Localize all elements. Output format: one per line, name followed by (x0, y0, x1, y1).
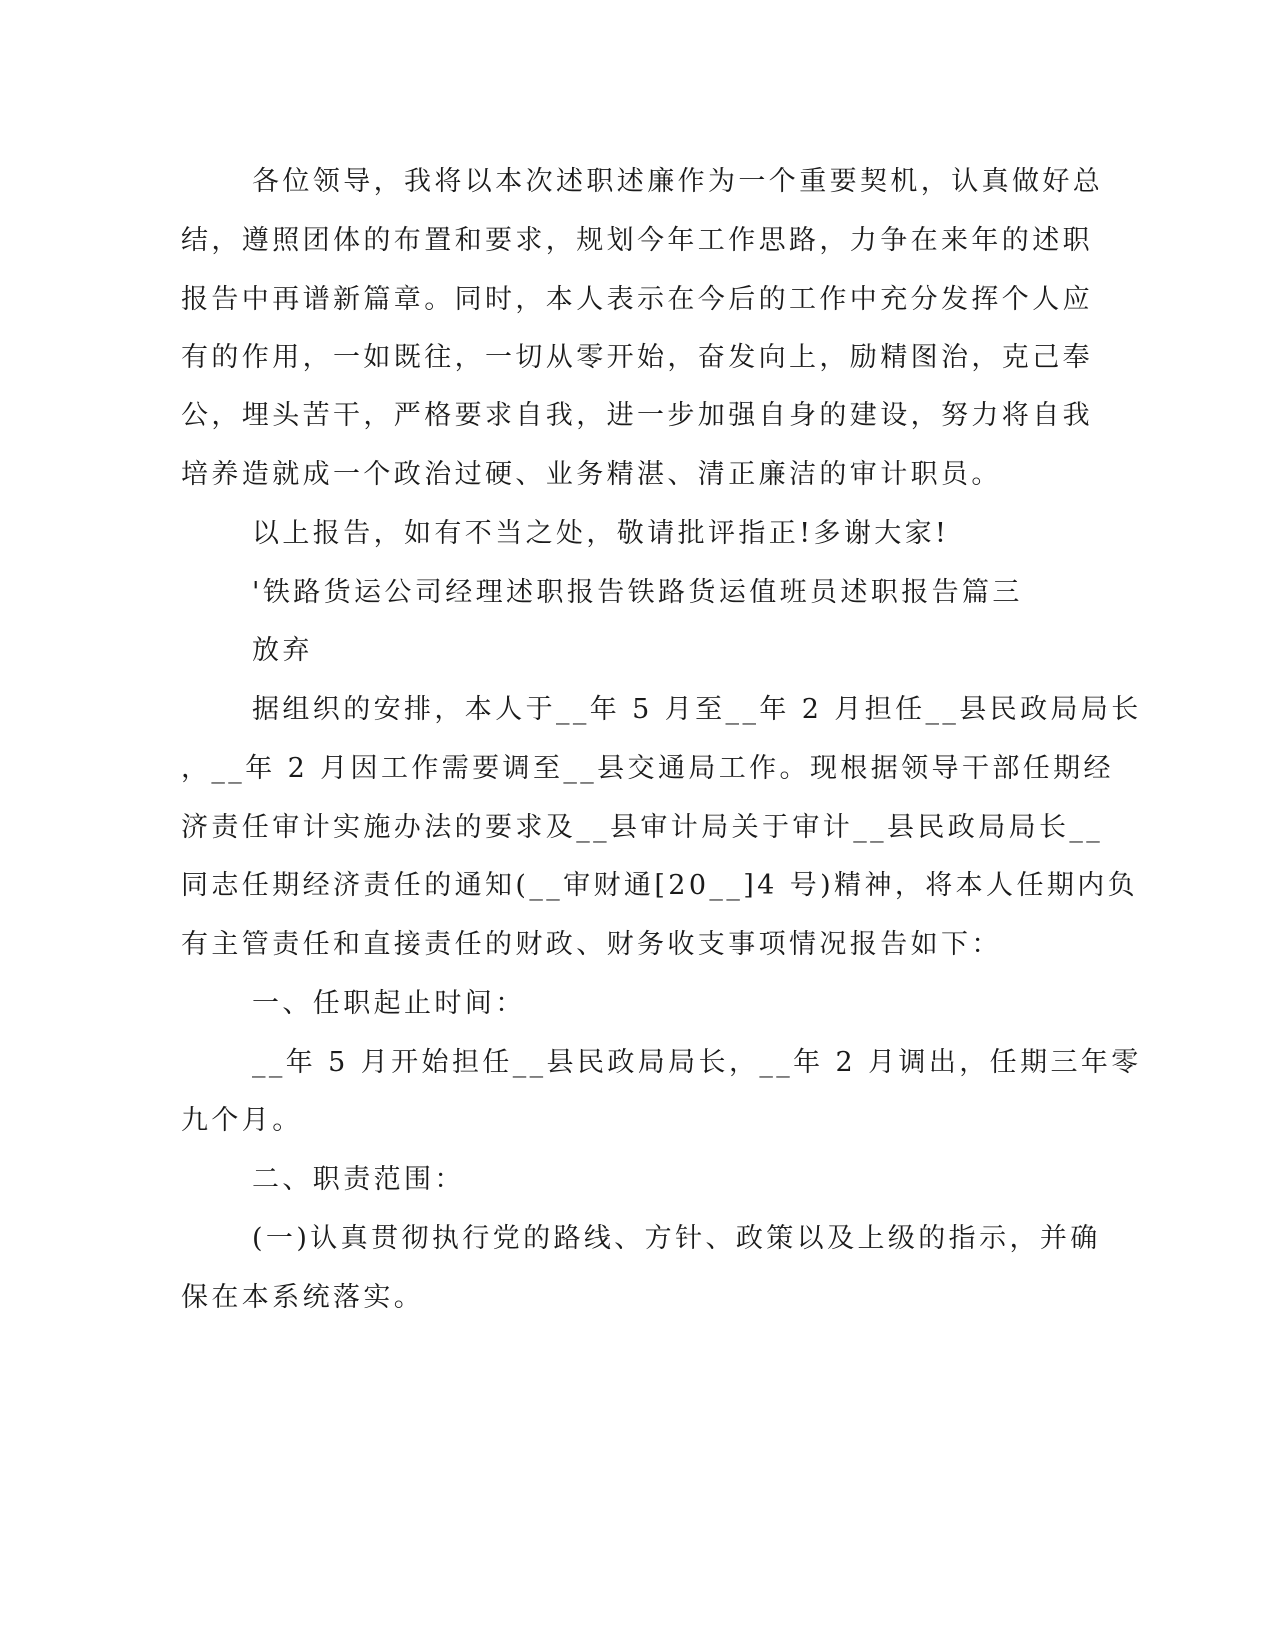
paragraph-line: 有的作用，一如既往，一切从零开始，奋发向上，励精图治，克己奉 (181, 342, 1093, 373)
paragraph-line: (一)认真贯彻执行党的路线、方针、政策以及上级的指示，并确 (252, 1223, 1101, 1254)
paragraph-line: 结，遵照团体的布置和要求，规划今年工作思路，力争在来年的述职 (181, 225, 1093, 256)
paragraph-line: 济责任审计实施办法的要求及__县审计局关于审计__县民政局局长__ (181, 812, 1104, 843)
paragraph-line: 培养造就成一个政治过硬、业务精湛、清正廉洁的审计职员。 (181, 459, 1002, 490)
paragraph-line: 放弃 (252, 635, 313, 666)
paragraph-line: __年 5 月开始担任__县民政局局长，__年 2 月调出，任期三年零 (252, 1047, 1142, 1078)
paragraph-line: 各位领导，我将以本次述职述廉作为一个重要契机，认真做好总 (252, 166, 1104, 197)
paragraph-line: 同志任期经济责任的通知(__审财通[20__]4 号)精神，将本人任期内负 (181, 870, 1139, 901)
paragraph-line: 报告中再谱新篇章。同时，本人表示在今后的工作中充分发挥个人应 (181, 284, 1093, 315)
paragraph-line: 以上报告，如有不当之处，敬请批评指正!多谢大家! (252, 518, 950, 549)
paragraph-line: 有主管责任和直接责任的财政、财务收支事项情况报告如下： (181, 929, 1002, 960)
paragraph-line: 九个月。 (181, 1105, 303, 1136)
paragraph-line: 据组织的安排，本人于__年 5 月至__年 2 月担任__县民政局局长 (252, 694, 1142, 725)
section-heading: 二、职责范围： (252, 1164, 465, 1195)
section-heading: 一、任职起止时间： (252, 988, 526, 1019)
section-heading: '铁路货运公司经理述职报告铁路货运值班员述职报告篇三 (252, 577, 1023, 608)
paragraph-line: ，__年 2 月因工作需要调至__县交通局工作。现根据领导干部任期经 (181, 753, 1114, 784)
paragraph-line: 保在本系统落实。 (181, 1282, 425, 1313)
paragraph-line: 公，埋头苦干，严格要求自我，进一步加强自身的建设，努力将自我 (181, 400, 1093, 431)
